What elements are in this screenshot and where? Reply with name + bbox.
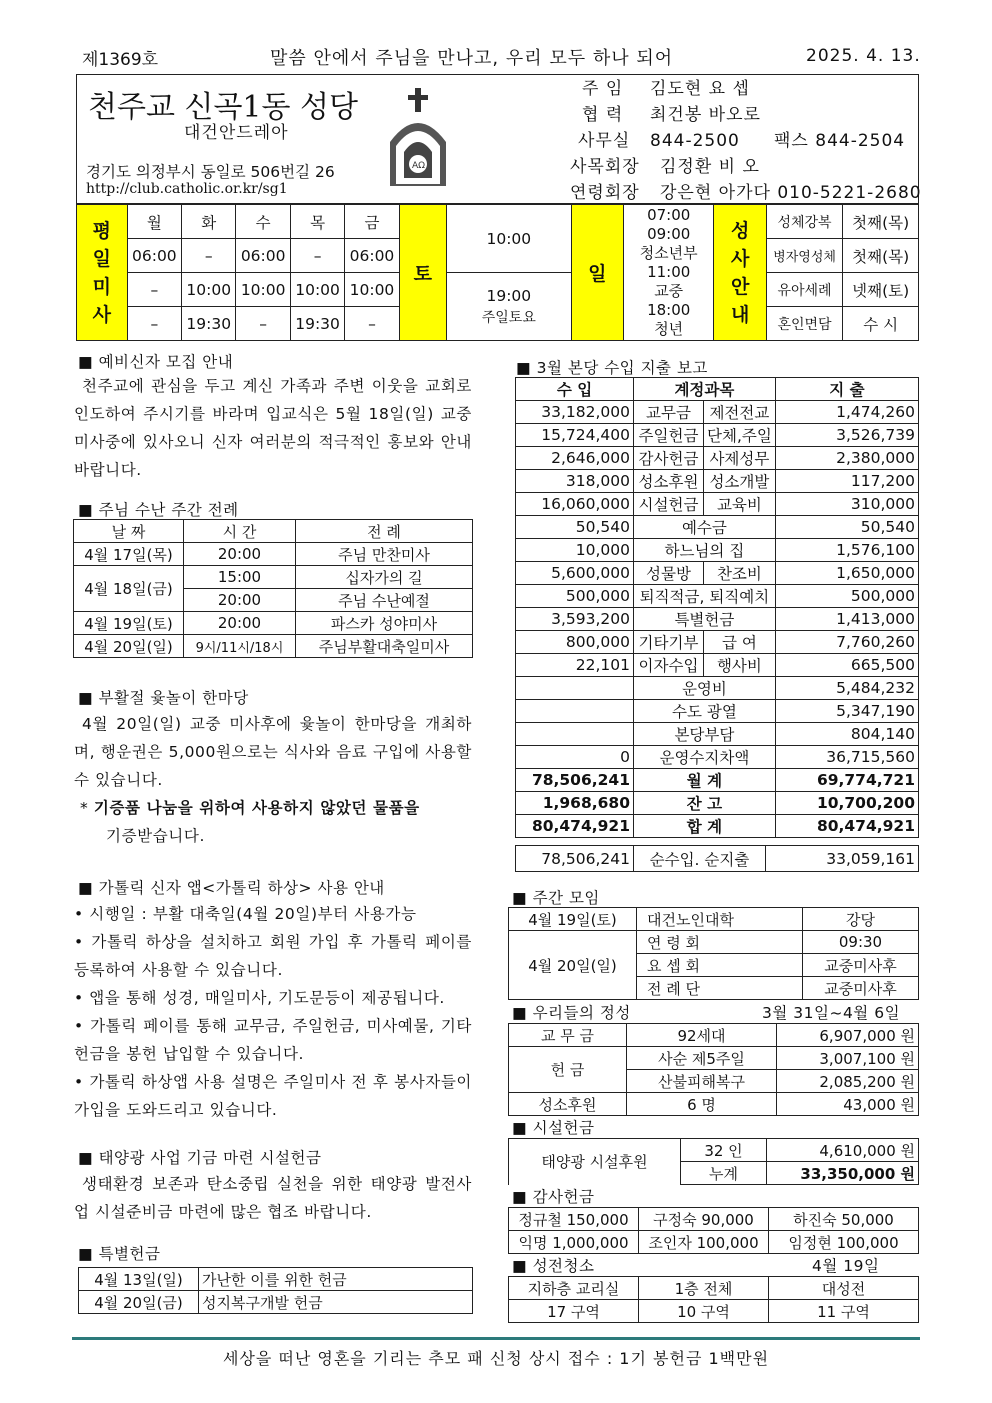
holyweek-liturgy: 십자가의 길 <box>296 566 473 589</box>
day-mon: 월 <box>127 205 181 239</box>
holyweek-time: 20:00 <box>184 612 296 635</box>
finance-income-account: 교무금 <box>634 401 704 424</box>
mass-time: 06:00 <box>236 239 290 273</box>
sunday-label: 일 <box>571 205 623 341</box>
weekly-date: 4월 19일(토) <box>509 908 637 931</box>
finance-expense: 7,760,260 <box>775 631 918 654</box>
parish-patron: 대건안드레아 <box>184 123 289 143</box>
finance-expense-account: 제전전교 <box>704 401 776 424</box>
cleaning-zone: 11 구역 <box>769 1300 919 1323</box>
finance-income: 0 <box>516 746 634 769</box>
staff-office-label: 사무실 <box>578 131 631 151</box>
holyweek-liturgy: 주님 만찬미사 <box>296 543 473 566</box>
finance-expense: 1,576,100 <box>775 539 918 562</box>
mass-schedule <box>76 204 919 341</box>
finance-income <box>516 700 634 723</box>
weekly-group: 요 셉 회 <box>637 954 803 977</box>
cleaning-area: 지하층 교리실 <box>509 1277 639 1300</box>
offering-amount: 3,007,100 원 <box>777 1047 919 1070</box>
staff-funeral <box>570 180 922 206</box>
finance-row <box>516 447 919 470</box>
yut-note: * 기증품 나눔을 위하여 사용하지 않았던 물품을 기증받습니다. <box>80 799 420 845</box>
finance-income: 500,000 <box>516 585 634 608</box>
footer-notice: 세상을 떠난 영혼을 기리는 추모 패 신청 상시 접수 : 1기 봉헌금 1백만원 <box>222 1349 770 1368</box>
offering-detail: 6 명 <box>627 1093 777 1116</box>
finance-row <box>516 539 919 562</box>
yut-body: 4월 20일(일) 교중 미사후에 윷놀이 한마당을 개최하며, 행운권은 5,000원으로는 식사와 음료 구입에 사용할 수 있습니다. <box>74 715 472 789</box>
finance-expense: 665,500 <box>775 654 918 677</box>
facility-count: 32 인 <box>681 1139 767 1162</box>
finance-account: 예수금 <box>634 516 776 539</box>
finance-account: 퇴직적금, 퇴직예치 <box>634 585 776 608</box>
solar-title: ■ 태양광 사업 기금 마련 시설헌금 <box>78 1149 322 1167</box>
finance-expense: 1,650,000 <box>775 562 918 585</box>
holyweek-table <box>73 519 473 658</box>
finance-row <box>516 608 919 631</box>
staff-office <box>570 128 922 154</box>
finance-expense: 50,540 <box>775 516 918 539</box>
weekly-place: 09:30 <box>803 931 919 954</box>
finance-account: 특별헌금 <box>634 608 776 631</box>
sacrament-time: 첫째(목) <box>843 205 919 239</box>
finance-total-income: 1,968,680 <box>516 792 634 815</box>
cleaning-zone: 17 구역 <box>509 1300 639 1323</box>
finance-account: 본당부담 <box>634 723 776 746</box>
weekly-group: 대건노인대학 <box>637 908 803 931</box>
day-thu: 목 <box>290 205 344 239</box>
finance-row <box>516 654 919 677</box>
motto: 말씀 안에서 주님을 만나고, 우리 모두 하나 되어 <box>270 48 674 69</box>
finance-income <box>516 677 634 700</box>
mass-time: 19:30 <box>182 307 236 341</box>
catechumen-body: 천주교에 관심을 두고 계신 가족과 주변 이웃을 교회로 인도하여 주시기를 바라며 입교식은 5월 18일(일) 교중 미사중에 있사오니 신자 여러분의 적극적인 홍보와 안내 바랍니다. <box>74 377 472 479</box>
offering-label: 헌 금 <box>509 1047 627 1093</box>
sacrament-name: 성체강복 <box>766 205 843 239</box>
finance-expense-account: 성소개발 <box>704 470 776 493</box>
finance-total-label: 합 계 <box>634 815 776 838</box>
offering-table <box>508 1023 919 1116</box>
offering-amount: 6,907,000 원 <box>777 1024 919 1047</box>
offering-amount: 2,085,200 원 <box>777 1070 919 1093</box>
finance-expense: 500,000 <box>775 585 918 608</box>
finance-income: 3,593,200 <box>516 608 634 631</box>
sacrament-name: 병자영성체 <box>766 239 843 273</box>
special-date: 4월 13일(일) <box>79 1268 199 1291</box>
weekly-place: 교중미사후 <box>803 977 919 1000</box>
weekday-mass-label: 평 일 미 사 <box>77 205 128 341</box>
finance-income: 16,060,000 <box>516 493 634 516</box>
finance-row <box>516 493 919 516</box>
finance-row <box>516 424 919 447</box>
staff-funeral-value: 강은현 아가다 010-5221-2680 <box>660 183 922 203</box>
cleaning-date: 4월 19일 <box>812 1257 880 1275</box>
finance-header: 수 입 <box>516 378 634 401</box>
day-tue: 화 <box>182 205 236 239</box>
finance-income-account: 주일헌금 <box>634 424 704 447</box>
offering-detail: 사순 제5주일 <box>627 1047 777 1070</box>
holyweek-time: 9시/11시/18시 <box>184 635 296 658</box>
parish-name: 천주교 신곡1동 성당 <box>88 90 358 125</box>
mass-time: 10:00 <box>290 273 344 307</box>
mass-time: – <box>127 273 181 307</box>
finance-row <box>516 746 919 769</box>
parish-address: 경기도 의정부시 동일로 506번길 26 <box>86 163 335 181</box>
day-fri: 금 <box>345 205 399 239</box>
finance-income: 22,101 <box>516 654 634 677</box>
finance-income-account: 기타기부 <box>634 631 704 654</box>
cleaning-area: 1층 전체 <box>639 1277 769 1300</box>
finance-income: 33,182,000 <box>516 401 634 424</box>
saturday-time-1: 10:00 <box>447 205 572 273</box>
staff-assistant <box>570 102 922 128</box>
catechumen-title: ■ 예비신자 모집 안내 <box>78 353 234 371</box>
mass-time: 06:00 <box>345 239 399 273</box>
holyweek-time: 20:00 <box>184 589 296 612</box>
finance-income: 2,646,000 <box>516 447 634 470</box>
net-label: 순수입. 순지출 <box>634 846 766 872</box>
sacrament-time: 수 시 <box>843 307 919 341</box>
finance-row <box>516 516 919 539</box>
finance-account: 수도 광열 <box>634 700 776 723</box>
holyweek-header: 날 짜 <box>74 520 184 543</box>
mass-time: 10:00 <box>345 273 399 307</box>
finance-income: 5,600,000 <box>516 562 634 585</box>
thanks-entry: 하진숙 50,000 <box>769 1208 919 1231</box>
finance-row <box>516 677 919 700</box>
finance-expense: 5,347,190 <box>775 700 918 723</box>
sunday-times: 07:00 09:00 청소년부 11:00 교중 18:00 청년 <box>623 205 714 341</box>
finance-row <box>516 585 919 608</box>
yut-title: ■ 부활절 윷놀이 한마당 <box>78 689 249 707</box>
finance-income-account: 감사헌금 <box>634 447 704 470</box>
offering-label: 성소후원 <box>509 1093 627 1116</box>
holyweek-date: 4월 17일(목) <box>74 543 184 566</box>
bulletin-date: 2025. 4. 13. <box>806 46 921 66</box>
weekly-table <box>508 907 919 1000</box>
finance-expense: 117,200 <box>775 470 918 493</box>
special-desc: 가난한 이를 위한 헌금 <box>199 1268 473 1291</box>
weekly-date: 4월 20일(일) <box>509 931 637 1000</box>
app-title: ■ 가톨릭 신자 앱<가톨릭 하상> 사용 안내 <box>78 879 385 897</box>
offering-detail: 92세대 <box>627 1024 777 1047</box>
holyweek-date: 4월 18일(금) <box>74 566 184 612</box>
finance-expense: 2,380,000 <box>775 447 918 470</box>
issue-number: 제1369호 <box>82 50 159 70</box>
app-item: • 가톨릭 페이를 통해 교무금, 주일헌금, 미사예물, 기타헌금을 봉헌 납입할 수 있습니다. <box>74 1017 472 1063</box>
offering-period: 3월 31일~4월 6일 <box>762 1004 901 1022</box>
finance-expense-account: 사제성무 <box>704 447 776 470</box>
sacrament-time: 넷째(토) <box>843 273 919 307</box>
day-wed: 수 <box>236 205 290 239</box>
app-item: • 가톨릭 하상앱 사용 설명은 주일미사 전 후 봉사자들이 가입을 도와드리고 있습니다. <box>74 1073 472 1119</box>
app-item: • 앱을 통해 성경, 매일미사, 기도문등이 제공됩니다. <box>74 989 445 1007</box>
holyweek-liturgy: 주님 수난예절 <box>296 589 473 612</box>
finance-expense: 1,413,000 <box>775 608 918 631</box>
holyweek-title: ■ 주님 수난 주간 전례 <box>78 501 239 519</box>
footer-rule <box>72 1337 920 1340</box>
holyweek-liturgy: 파스카 성야미사 <box>296 612 473 635</box>
staff-pastor-value: 김도현 요 셉 <box>650 79 750 99</box>
finance-income: 50,540 <box>516 516 634 539</box>
cleaning-area: 대성전 <box>769 1277 919 1300</box>
facility-label: 태양광 시설후원 <box>509 1139 681 1185</box>
mass-time: – <box>290 239 344 273</box>
holyweek-time: 20:00 <box>184 543 296 566</box>
finance-expense: 310,000 <box>775 493 918 516</box>
sacrament-label: 성 사 안 내 <box>714 205 766 341</box>
finance-income-account: 성물방 <box>634 562 704 585</box>
finance-expense: 804,140 <box>775 723 918 746</box>
holyweek-header: 시 간 <box>184 520 296 543</box>
finance-total-expense: 69,774,721 <box>775 769 918 792</box>
svg-text:AΩ: AΩ <box>412 161 426 171</box>
net-expense: 33,059,161 <box>766 846 919 872</box>
finance-table <box>515 377 919 838</box>
special-table <box>78 1267 473 1314</box>
staff-council-label: 사목회장 <box>570 157 640 177</box>
weekly-place: 강당 <box>803 908 919 931</box>
finance-total-income: 78,506,241 <box>516 769 634 792</box>
finance-title: ■ 3월 본당 수입 지출 보고 <box>516 359 708 377</box>
thanks-entry: 임정현 100,000 <box>769 1231 919 1254</box>
holyweek-liturgy: 주님부활대축일미사 <box>296 635 473 658</box>
app-item: • 가톨릭 하상을 설치하고 회원 가입 후 가톨릭 페이를 등록하여 사용할 수 있습니다. <box>74 933 472 979</box>
facility-amount: 4,610,000 원 <box>767 1139 919 1162</box>
special-desc: 성지복구개발 헌금 <box>199 1291 473 1314</box>
finance-row <box>516 562 919 585</box>
finance-total-expense: 10,700,200 <box>775 792 918 815</box>
finance-income: 15,724,400 <box>516 424 634 447</box>
facility-table <box>508 1138 919 1185</box>
mass-time: 10:00 <box>236 273 290 307</box>
finance-header: 계정과목 <box>634 378 776 401</box>
offering-amount: 43,000 원 <box>777 1093 919 1116</box>
mass-time: – <box>236 307 290 341</box>
facility-title: ■ 시설헌금 <box>512 1119 595 1137</box>
weekly-group: 전 례 단 <box>637 977 803 1000</box>
finance-account: 운영수지차액 <box>634 746 776 769</box>
mass-time: – <box>127 307 181 341</box>
finance-expense-account: 급 여 <box>704 631 776 654</box>
finance-expense-account: 교육비 <box>704 493 776 516</box>
finance-expense-account: 행사비 <box>704 654 776 677</box>
thanks-title: ■ 감사헌금 <box>512 1188 595 1206</box>
cleaning-title: ■ 성전청소 <box>512 1257 595 1275</box>
thanks-entry: 익명 1,000,000 <box>509 1231 639 1254</box>
facility-total-label: 누계 <box>681 1162 767 1185</box>
staff-assistant-value: 최건봉 바오로 <box>650 105 761 125</box>
finance-total-label: 월 계 <box>634 769 776 792</box>
staff-list <box>570 76 922 206</box>
finance-row <box>516 631 919 654</box>
sacrament-time: 첫째(목) <box>843 239 919 273</box>
finance-account: 운영비 <box>634 677 776 700</box>
offering-label: 교 무 금 <box>509 1024 627 1047</box>
saturday-label: 토 <box>399 205 446 341</box>
staff-pastor <box>570 76 922 102</box>
offering-title: ■ 우리들의 정성 <box>512 1004 631 1022</box>
solar-body: 생태환경 보존과 탄소중립 실천을 위한 태양광 발전사업 시설준비금 마련에 많은 협조 바랍니다. <box>74 1175 472 1221</box>
holyweek-time: 15:00 <box>184 566 296 589</box>
weekly-title: ■ 주간 모임 <box>512 889 600 907</box>
cleaning-zone: 10 구역 <box>639 1300 769 1323</box>
app-list <box>74 900 472 1124</box>
holyweek-header: 전 례 <box>296 520 473 543</box>
finance-header: 지 출 <box>775 378 918 401</box>
staff-office-value: 844-2500 <box>650 131 740 151</box>
staff-funeral-label: 연령회장 <box>570 183 640 203</box>
finance-income: 800,000 <box>516 631 634 654</box>
saturday-time-2: 19:00 주일토요 <box>447 273 572 341</box>
finance-expense: 36,715,560 <box>775 746 918 769</box>
finance-expense-account: 단체,주일 <box>704 424 776 447</box>
finance-row <box>516 470 919 493</box>
finance-expense: 1,474,260 <box>775 401 918 424</box>
weekly-group: 연 령 회 <box>637 931 803 954</box>
mass-time: 10:00 <box>182 273 236 307</box>
app-item: • 시행일 : 부활 대축일(4월 20일)부터 사용가능 <box>74 905 417 923</box>
finance-expense: 3,526,739 <box>775 424 918 447</box>
mass-time: – <box>345 307 399 341</box>
finance-row <box>516 401 919 424</box>
finance-expense-account: 찬조비 <box>704 562 776 585</box>
special-title: ■ 특별헌금 <box>78 1245 161 1263</box>
mass-time: 06:00 <box>127 239 181 273</box>
church-logo-icon <box>382 86 454 192</box>
finance-income <box>516 723 634 746</box>
thanks-entry: 정규철 150,000 <box>509 1208 639 1231</box>
facility-total: 33,350,000 원 <box>767 1162 919 1185</box>
finance-income-account: 성소후원 <box>634 470 704 493</box>
offering-detail: 산불피해복구 <box>627 1070 777 1093</box>
finance-total-label: 잔 고 <box>634 792 776 815</box>
finance-income-account: 이자수입 <box>634 654 704 677</box>
finance-account: 하느님의 집 <box>634 539 776 562</box>
weekly-place: 교중미사후 <box>803 954 919 977</box>
finance-income: 10,000 <box>516 539 634 562</box>
finance-income: 318,000 <box>516 470 634 493</box>
finance-expense: 5,484,232 <box>775 677 918 700</box>
staff-pastor-label: 주 임 <box>582 79 624 99</box>
finance-total-income: 80,474,921 <box>516 815 634 838</box>
parish-url: http://club.catholic.or.kr/sg1 <box>86 181 288 197</box>
special-date: 4월 20일(금) <box>79 1291 199 1314</box>
net-income: 78,506,241 <box>516 846 634 872</box>
mass-time: – <box>182 239 236 273</box>
sacrament-name: 혼인면담 <box>766 307 843 341</box>
finance-income-account: 시설헌금 <box>634 493 704 516</box>
sacrament-name: 유아세례 <box>766 273 843 307</box>
holyweek-date: 4월 19일(토) <box>74 612 184 635</box>
cleaning-table <box>508 1276 919 1323</box>
staff-fax: 팩스 844-2504 <box>774 131 906 151</box>
finance-total-expense: 80,474,921 <box>775 815 918 838</box>
staff-council <box>570 154 922 180</box>
finance-row <box>516 700 919 723</box>
thanks-table <box>508 1207 919 1254</box>
staff-council-value: 김정환 비 오 <box>660 157 760 177</box>
thanks-entry: 구정숙 90,000 <box>639 1208 769 1231</box>
thanks-entry: 조인자 100,000 <box>639 1231 769 1254</box>
finance-net-table <box>515 845 919 872</box>
holyweek-date: 4월 20일(일) <box>74 635 184 658</box>
finance-row <box>516 723 919 746</box>
staff-assistant-label: 협 력 <box>582 105 624 125</box>
mass-time: 19:30 <box>290 307 344 341</box>
